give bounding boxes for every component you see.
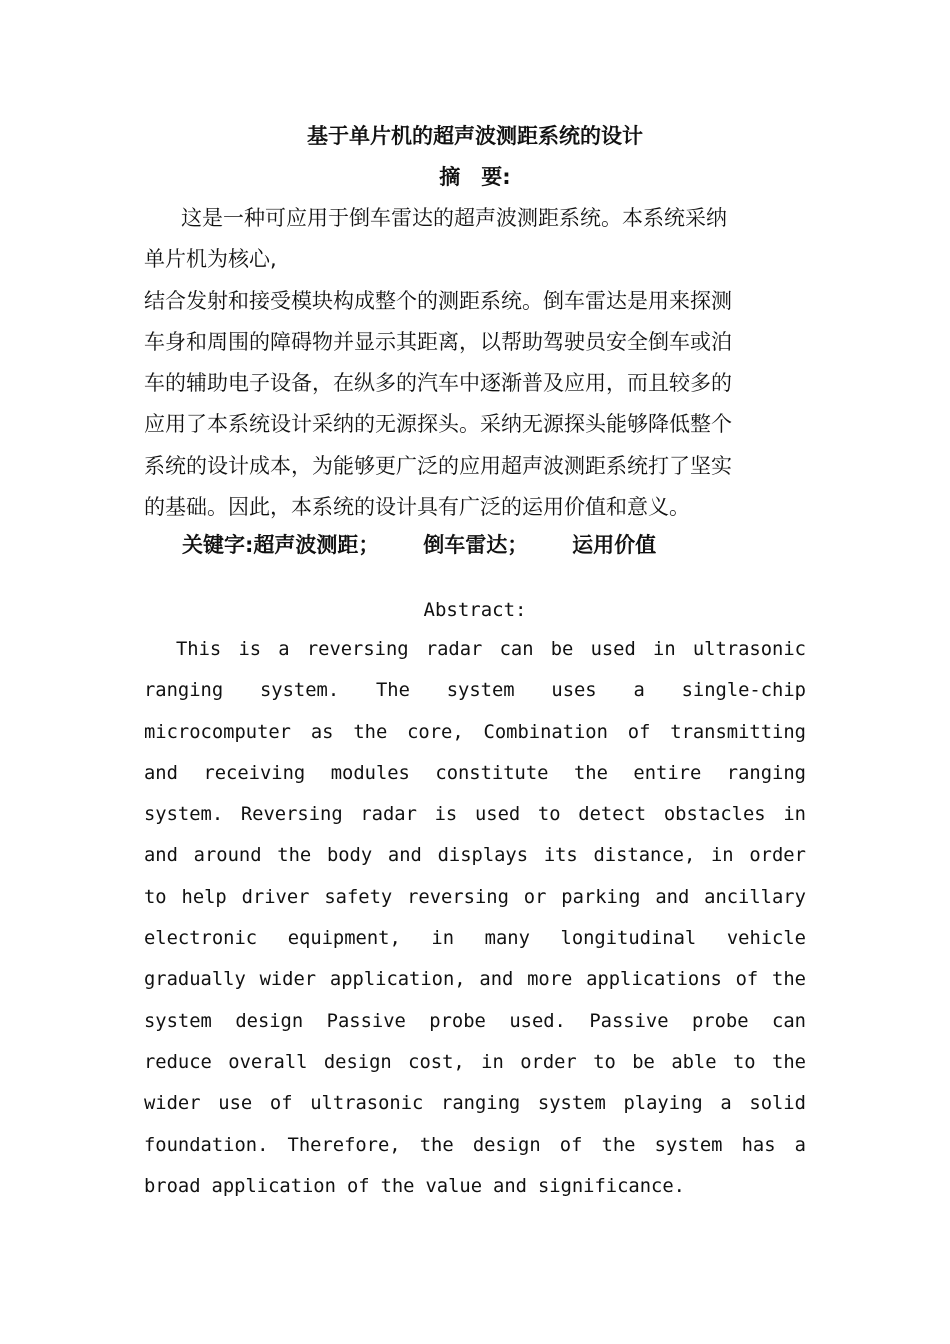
abstract-cn-line: 应用了本系统设计采纳的无源探头。采纳无源探头能够降低整个 <box>144 412 732 437</box>
abstract-en-word: application, <box>329 969 466 991</box>
abstract-cn-line: 这是一种可应用于倒车雷达的超声波测距系统。本系统采纳 <box>181 206 727 230</box>
abstract-en-line <box>144 1125 806 1166</box>
abstract-en-line <box>144 794 806 835</box>
abstract-en-word: be <box>632 1051 655 1073</box>
abstract-en-word: constitute <box>435 762 549 784</box>
abstract-en-word: the <box>277 845 312 867</box>
abstract-en-word: to <box>144 886 167 908</box>
abstract-en-word: ultrasonic <box>692 639 806 660</box>
abstract-cn-line: 车的辅助电子设备，在纵多的汽车中逐渐普及应用，而且较多的 <box>144 371 732 396</box>
abstract-en-word: in <box>653 639 676 660</box>
abstract-en-word: cost, <box>408 1051 465 1073</box>
keyword-item: 超声波测距； <box>253 533 380 557</box>
abstract-en-word: be <box>550 639 574 660</box>
abstract-en-word: more <box>527 969 573 991</box>
abstract-en-word: to <box>537 804 561 826</box>
abstract-en-word: is <box>434 804 458 826</box>
abstract-en-word: and <box>479 969 514 991</box>
abstract-en-line <box>144 629 806 670</box>
abstract-en-line <box>144 918 806 959</box>
abstract-cn-body <box>144 198 808 528</box>
abstract-en-word: ranging <box>144 680 224 702</box>
abstract-en-word: in <box>711 845 734 867</box>
abstract-cn-line: 单片机为核心, <box>144 247 277 272</box>
abstract-cn-heading: 摘 要: <box>439 165 511 189</box>
abstract-en-word: solid <box>749 1093 806 1115</box>
abstract-en-line <box>144 959 806 1000</box>
abstract-en-word: system <box>654 1134 723 1156</box>
abstract-en-word: design <box>323 1051 392 1073</box>
abstract-en-word: system <box>537 1093 606 1115</box>
abstract-en-word: of <box>559 1134 583 1156</box>
abstract-en-word: core, <box>407 721 464 743</box>
abstract-en-word: applications <box>586 969 722 991</box>
abstract-en-word: obstacles <box>663 804 766 826</box>
abstract-en-word: the <box>772 1051 806 1073</box>
abstract-en-line <box>144 877 806 918</box>
abstract-en-word: many <box>484 928 530 950</box>
abstract-en-word: ultrasonic <box>310 1093 424 1115</box>
abstract-en-word: of <box>735 969 759 991</box>
keyword-item: 运用价值 <box>572 533 657 557</box>
abstract-en-word: around <box>193 845 262 867</box>
abstract-en-word: ranging <box>726 762 806 784</box>
abstract-en-word: radar <box>425 639 483 660</box>
abstract-en-word: displays <box>437 845 529 867</box>
abstract-en-word: safety <box>324 886 393 908</box>
abstract-en-word: ranging <box>441 1093 521 1115</box>
abstract-en-word: use <box>218 1093 253 1115</box>
abstract-en-word: system <box>446 680 515 702</box>
abstract-en-word: reversing <box>407 886 509 908</box>
abstract-cn-line: 结合发射和接受模块构成整个的测距系统。倒车雷达是用来探测 <box>144 288 732 313</box>
abstract-en-word: design <box>235 1010 304 1032</box>
abstract-en-body <box>144 629 806 1207</box>
abstract-en-word: has <box>741 1134 776 1156</box>
abstract-en-word: system. <box>144 804 224 826</box>
abstract-en-word: body <box>326 845 373 867</box>
abstract-en-word: or <box>523 886 547 908</box>
abstract-en-line <box>144 1083 806 1124</box>
abstract-cn-line: 车身和周围的障碍物并显示其距离，以帮助驾驶员安全倒车或泊 <box>144 329 732 354</box>
abstract-en-word: of <box>346 1175 370 1197</box>
abstract-en-word: of <box>269 1093 293 1115</box>
abstract-en-word: driver <box>241 886 310 908</box>
abstract-en-word: Combination <box>483 721 608 743</box>
abstract-en-word: receiving <box>203 762 306 784</box>
abstract-en-word: and <box>655 886 690 908</box>
abstract-en-word: The <box>375 680 410 702</box>
abstract-cn-line: 的基础。因此，本系统的设计具有广泛的运用价值和意义。 <box>144 495 690 520</box>
abstract-en-word: order <box>749 845 806 867</box>
abstract-en-word: modules <box>330 762 410 784</box>
abstract-en-word: equipment, <box>287 928 401 950</box>
abstract-en-word: electronic <box>144 928 258 950</box>
abstract-en-word: distance, <box>593 845 696 867</box>
abstract-en-word: This <box>176 639 222 660</box>
abstract-en-word: its <box>543 845 578 867</box>
abstract-en-word: a <box>633 680 645 702</box>
keyword-item: 倒车雷达； <box>423 533 529 557</box>
abstract-en-word: in <box>783 804 806 826</box>
abstract-en-word: a <box>278 639 290 660</box>
abstract-en-word: and <box>387 845 422 867</box>
abstract-en-heading: Abstract: <box>423 599 527 621</box>
abstract-en-word: playing <box>623 1093 703 1115</box>
document-title: 基于单片机的超声波测距系统的设计 <box>307 124 643 148</box>
abstract-en-line <box>144 712 806 753</box>
abstract-en-word: design <box>472 1134 541 1156</box>
abstract-en-word: reduce <box>144 1051 212 1073</box>
abstract-en-word: the <box>353 721 388 743</box>
abstract-en-word: wider <box>259 969 317 991</box>
abstract-en-word: can <box>499 639 534 660</box>
abstract-en-word: Passive <box>589 1010 669 1032</box>
abstract-en-word: in <box>481 1051 504 1073</box>
abstract-en-word: the <box>601 1134 636 1156</box>
abstract-en-word: parking <box>561 886 641 908</box>
abstract-en-word: probe <box>692 1010 749 1032</box>
abstract-en-word: the <box>772 969 806 991</box>
abstract-en-word: in <box>431 928 455 950</box>
abstract-en-word: system. <box>259 680 340 702</box>
abstract-en-word: microcomputer <box>144 721 291 743</box>
keywords-line <box>182 527 656 563</box>
abstract-en-word: able <box>671 1051 717 1073</box>
abstract-cn-line: 系统的设计成本，为能够更广泛的应用超声波测距系统打了坚实 <box>144 453 732 478</box>
abstract-en-word: probe <box>429 1010 486 1032</box>
abstract-en-word: vehicle <box>726 928 806 950</box>
abstract-en-line <box>144 670 806 711</box>
abstract-en-word: value <box>425 1175 483 1197</box>
abstract-en-word: and <box>144 845 178 867</box>
abstract-en-word: used. <box>509 1010 566 1032</box>
abstract-en-word: transmitting <box>670 721 806 743</box>
abstract-en-word: radar <box>360 804 417 826</box>
abstract-en-word: the <box>380 1175 415 1197</box>
abstract-en-word: significance. <box>537 1175 685 1197</box>
abstract-en-line <box>144 1042 806 1083</box>
abstract-en-word: to <box>732 1051 756 1073</box>
abstract-en-word: a <box>794 1134 806 1156</box>
abstract-en-line <box>144 835 806 876</box>
keywords-label: 关键字: <box>182 533 254 557</box>
abstract-en-word: detect <box>578 804 647 826</box>
abstract-en-word: Passive <box>326 1010 406 1032</box>
abstract-en-word: longitudinal <box>560 928 697 950</box>
abstract-en-word: a <box>720 1093 732 1115</box>
abstract-en-line <box>144 753 806 794</box>
abstract-en-line <box>144 1001 806 1042</box>
abstract-en-word: foundation. <box>144 1134 269 1156</box>
abstract-en-word: overall <box>228 1051 308 1073</box>
abstract-en-word: to <box>593 1051 616 1073</box>
abstract-en-word: entire <box>633 762 702 784</box>
abstract-en-word: is <box>238 639 262 660</box>
abstract-en-word: system <box>144 1010 212 1032</box>
abstract-en-word: help <box>181 886 227 908</box>
abstract-en-word: ancillary <box>704 886 806 908</box>
abstract-en-line <box>144 1166 806 1207</box>
abstract-en-word: single-chip <box>681 680 806 702</box>
abstract-en-word: used <box>474 804 521 826</box>
abstract-en-word: order <box>520 1051 577 1073</box>
abstract-en-word: gradually <box>144 969 246 991</box>
abstract-en-word: and <box>144 762 178 784</box>
abstract-en-word: the <box>573 762 608 784</box>
abstract-en-word: uses <box>551 680 597 702</box>
abstract-en-word: and <box>493 1175 527 1197</box>
abstract-en-word: used <box>590 639 636 660</box>
abstract-en-word: the <box>419 1134 454 1156</box>
abstract-en-word: Therefore, <box>287 1134 401 1156</box>
abstract-en-word: can <box>772 1010 806 1032</box>
abstract-en-word: reversing <box>306 639 409 660</box>
abstract-en-word: Reversing <box>240 804 343 826</box>
abstract-en-word: as <box>310 721 334 743</box>
abstract-en-word: of <box>627 721 651 743</box>
abstract-en-word: broad <box>144 1175 201 1197</box>
abstract-en-word: application <box>211 1175 336 1197</box>
abstract-en-word: wider <box>144 1093 201 1115</box>
